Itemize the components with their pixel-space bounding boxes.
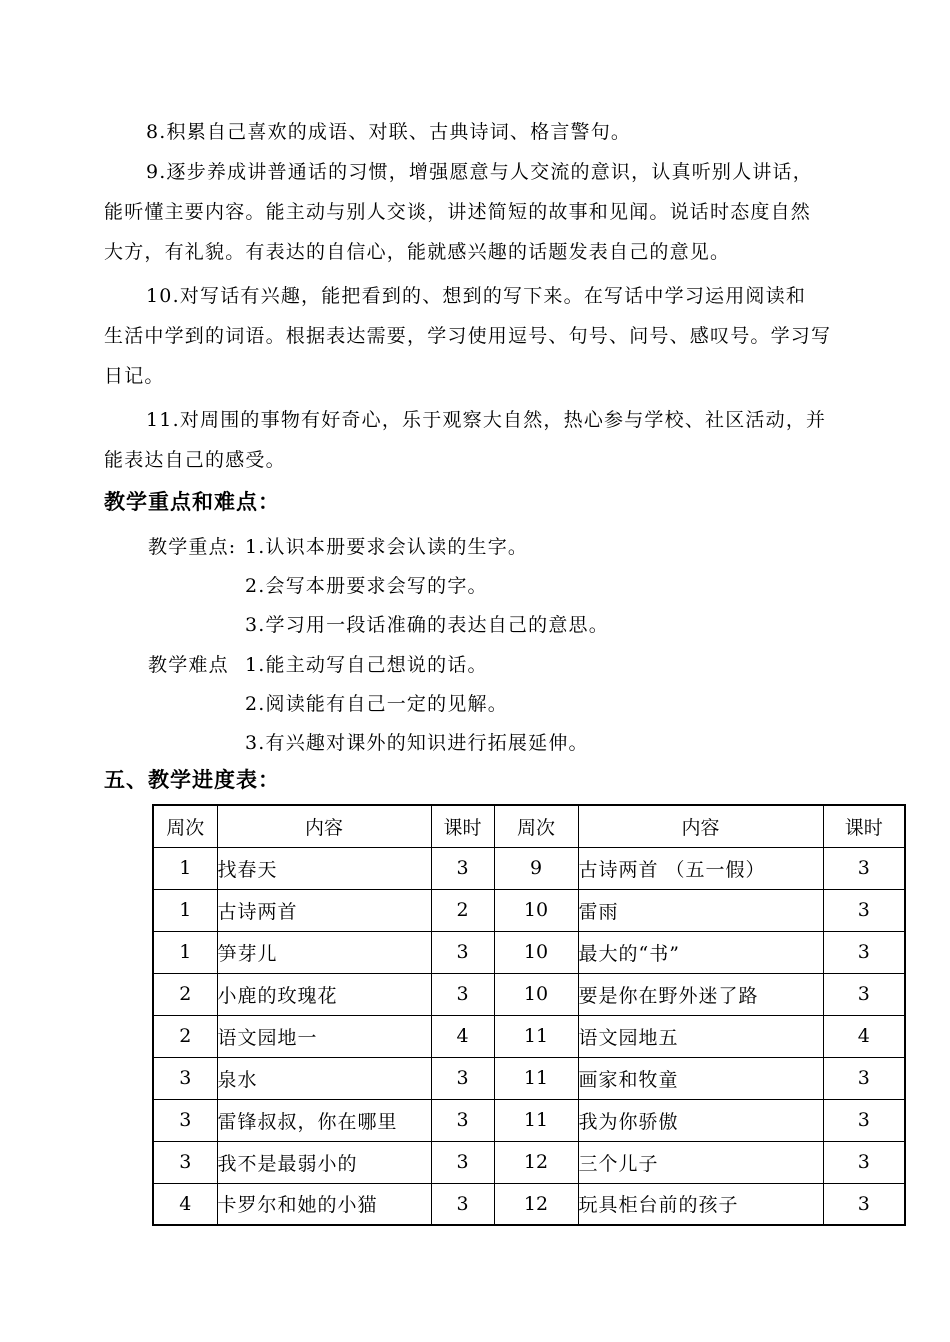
hours-cell: 3 (823, 889, 905, 931)
week-cell: 1 (153, 931, 217, 973)
hours-cell: 2 (431, 889, 494, 931)
week-cell: 9 (494, 847, 578, 889)
hours-cell: 4 (431, 1015, 494, 1057)
column-header-week: 周次 (153, 805, 217, 847)
table-row (153, 973, 905, 1015)
content-cell: 笋芽儿 (217, 931, 431, 973)
objective-8 (104, 112, 849, 152)
week-cell: 10 (494, 889, 578, 931)
week-cell: 3 (153, 1057, 217, 1099)
schedule-heading: 五、教学进度表： (104, 768, 280, 792)
column-header-week: 周次 (494, 805, 578, 847)
week-cell: 4 (153, 1183, 217, 1225)
content-cell: 我不是最弱小的 (217, 1141, 431, 1183)
hours-cell: 3 (823, 1057, 905, 1099)
hours-cell: 3 (431, 1183, 494, 1225)
column-header-hours: 课时 (823, 805, 905, 847)
content-cell: 找春天 (217, 847, 431, 889)
hours-cell: 3 (431, 931, 494, 973)
paragraph-line: 生活中学到的词语。根据表达需要，学习使用逗号、句号、问号、感叹号。学习写 (104, 325, 832, 347)
objective-10 (104, 276, 849, 396)
difficulty-label: 教学难点 (148, 654, 229, 676)
week-cell: 10 (494, 931, 578, 973)
week-cell: 3 (153, 1099, 217, 1141)
week-cell: 12 (494, 1183, 578, 1225)
hours-cell: 3 (823, 931, 905, 973)
paragraph-line: 10.对写话有兴趣，能把看到的、想到的写下来。在写话中学习运用阅读和 (146, 285, 807, 307)
table-row (153, 847, 905, 889)
table-row (153, 1015, 905, 1057)
table-row (153, 1099, 905, 1141)
difficulty-item: 1.能主动写自己想说的话。 (245, 654, 488, 676)
content-cell: 雷锋叔叔，你在哪里 (217, 1099, 431, 1141)
hours-cell: 3 (431, 1057, 494, 1099)
week-cell: 11 (494, 1015, 578, 1057)
hours-cell: 3 (431, 847, 494, 889)
content-cell: 我为你骄傲 (578, 1099, 823, 1141)
table-row (153, 889, 905, 931)
week-cell: 2 (153, 1015, 217, 1057)
week-cell: 1 (153, 847, 217, 889)
content-cell: 语文园地五 (578, 1015, 823, 1057)
column-header-content: 内容 (578, 805, 823, 847)
objective-11 (104, 400, 849, 480)
focus-item: 1.认识本册要求会认读的生字。 (245, 536, 529, 558)
focus-label: 教学重点: (148, 536, 237, 558)
paragraph-line: 9.逐步养成讲普通话的习惯，增强愿意与人交流的意识，认真听别人讲话， (146, 161, 813, 183)
week-cell: 12 (494, 1141, 578, 1183)
focus-item: 3.学习用一段话准确的表达自己的意思。 (245, 614, 609, 636)
content-cell: 要是你在野外迷了路 (578, 973, 823, 1015)
table-row (153, 1057, 905, 1099)
content-cell: 最大的“书” (578, 931, 823, 973)
week-cell: 3 (153, 1141, 217, 1183)
table-header-row (153, 805, 905, 847)
table-row (153, 931, 905, 973)
week-cell: 10 (494, 973, 578, 1015)
paragraph-line: 日记。 (104, 365, 165, 387)
schedule-table (152, 804, 906, 1226)
objective-9 (104, 152, 849, 272)
content-cell: 画家和牧童 (578, 1057, 823, 1099)
paragraph-line: 能表达自己的感受。 (104, 449, 286, 471)
column-header-content: 内容 (217, 805, 431, 847)
content-cell: 雷雨 (578, 889, 823, 931)
hours-cell: 3 (431, 1141, 494, 1183)
content-cell: 古诗两首 (217, 889, 431, 931)
paragraph-line: 能听懂主要内容。能主动与别人交谈，讲述简短的故事和见闻。说话时态度自然 (104, 201, 812, 223)
difficulty-item: 3.有兴趣对课外的知识进行拓展延伸。 (245, 732, 589, 754)
content-cell: 三个儿子 (578, 1141, 823, 1183)
content-cell: 小鹿的玫瑰花 (217, 973, 431, 1015)
week-cell: 2 (153, 973, 217, 1015)
paragraph-line: 11.对周围的事物有好奇心，乐于观察大自然，热心参与学校、社区活动，并 (146, 409, 827, 431)
column-header-hours: 课时 (431, 805, 494, 847)
hours-cell: 3 (823, 973, 905, 1015)
week-cell: 11 (494, 1057, 578, 1099)
paragraph-line: 8.积累自己喜欢的成语、对联、古典诗词、格言警句。 (146, 121, 632, 143)
focus-item: 2.会写本册要求会写的字。 (245, 575, 488, 597)
hours-cell: 3 (823, 1141, 905, 1183)
paragraph-line: 大方，有礼貌。有表达的自信心，能就感兴趣的话题发表自己的意见。 (104, 241, 731, 263)
week-cell: 11 (494, 1099, 578, 1141)
hours-cell: 3 (431, 1099, 494, 1141)
hours-cell: 3 (823, 847, 905, 889)
hours-cell: 3 (823, 1183, 905, 1225)
content-cell: 古诗两首 （五一假） (578, 847, 823, 889)
content-cell: 玩具柜台前的孩子 (578, 1183, 823, 1225)
content-cell: 泉水 (217, 1057, 431, 1099)
week-cell: 1 (153, 889, 217, 931)
table-row (153, 1183, 905, 1225)
key-points-heading: 教学重点和难点： (104, 490, 280, 514)
hours-cell: 3 (431, 973, 494, 1015)
hours-cell: 3 (823, 1099, 905, 1141)
difficulty-item: 2.阅读能有自己一定的见解。 (245, 693, 508, 715)
table-row (153, 1141, 905, 1183)
hours-cell: 4 (823, 1015, 905, 1057)
content-cell: 卡罗尔和她的小猫 (217, 1183, 431, 1225)
content-cell: 语文园地一 (217, 1015, 431, 1057)
